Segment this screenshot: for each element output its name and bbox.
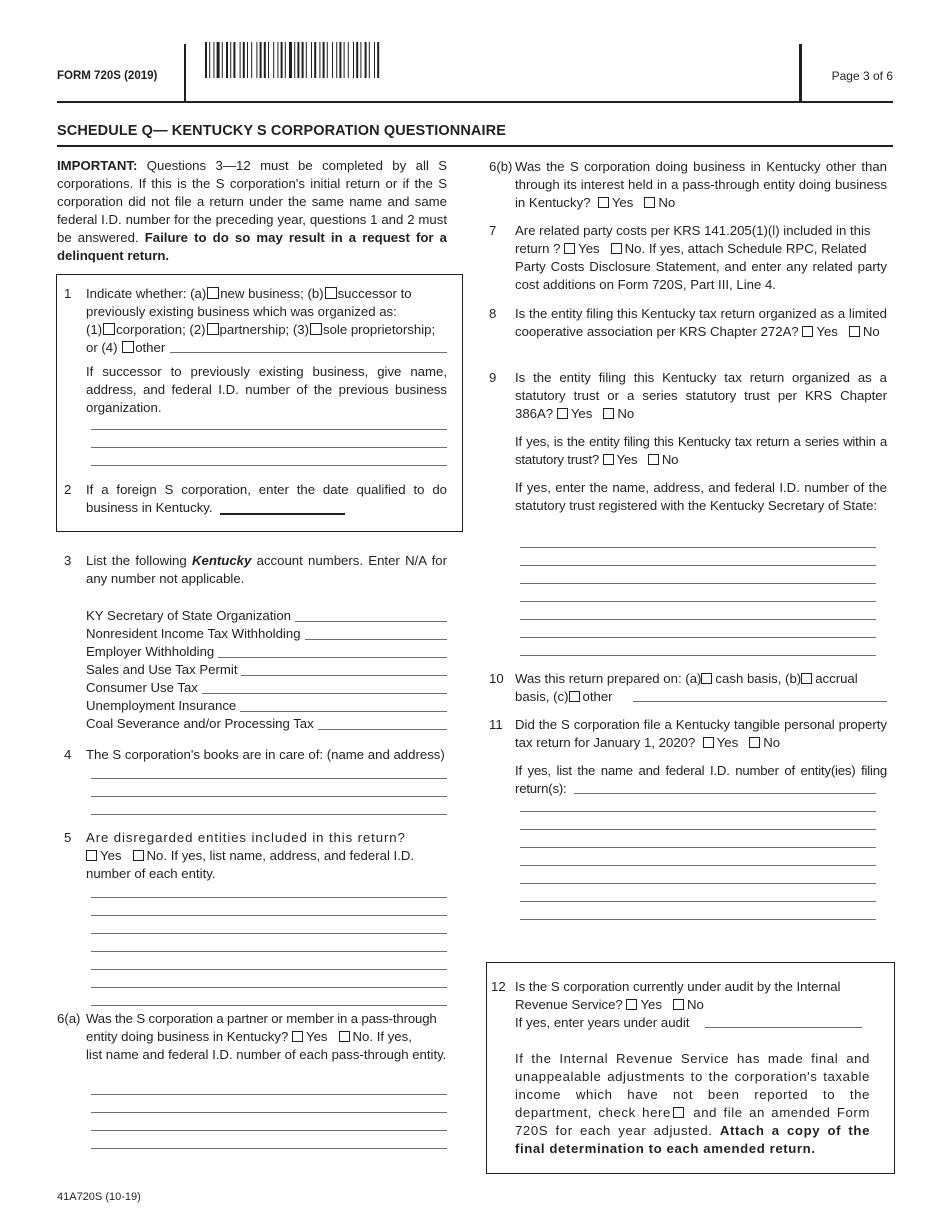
q1-line2: previously existing business which was organized as: — [86, 304, 397, 319]
q1-number: 1 — [64, 286, 72, 301]
q11-list-text: If yes, list the name and federal I.D. number of entity(ies) filing return(s): — [515, 763, 887, 796]
barcode-bar — [289, 42, 292, 78]
q12-yes-checkbox[interactable] — [626, 999, 637, 1010]
barcode-bar — [268, 42, 269, 78]
account-label: Consumer Use Tax — [86, 680, 198, 695]
q3-text: List the following Kentucky account numbers. Enter N/A for any number not applicable. — [86, 553, 447, 586]
q9-series-question: If yes, is the entity filing this Kentucky tax return a series within a statutory trust? Yes No — [515, 434, 887, 467]
q7-line1: Are related party costs per KRS 141.205(1)(l) included in this — [515, 223, 871, 238]
account-row — [86, 661, 447, 679]
account-label: Nonresident Income Tax Withholding — [86, 626, 301, 641]
accrual-basis-checkbox[interactable] — [801, 673, 812, 684]
q5-field-line[interactable] — [91, 1005, 447, 1006]
new-business-checkbox[interactable] — [207, 287, 219, 299]
q1-other-field[interactable] — [170, 352, 447, 353]
account-row — [86, 607, 447, 625]
q9-no-checkbox[interactable] — [603, 408, 614, 419]
barcode-bar — [336, 42, 337, 78]
account-label: Sales and Use Tax Permit — [86, 662, 238, 677]
q11-field-line[interactable] — [520, 829, 876, 830]
q3-number: 3 — [64, 553, 72, 568]
q6a-field-line[interactable] — [91, 1112, 447, 1113]
q5-yes-checkbox[interactable] — [86, 850, 97, 861]
q9-field-line[interactable] — [520, 637, 876, 638]
schedule-title: SCHEDULE Q— KENTUCKY S CORPORATION QUESTIONNAIRE — [57, 123, 506, 139]
barcode-bar — [233, 42, 235, 78]
barcode-bar — [294, 42, 295, 78]
q9-series-no-checkbox[interactable] — [648, 454, 659, 465]
page-number: Page 3 of 6 — [831, 69, 893, 83]
q8-no-checkbox[interactable] — [849, 326, 860, 337]
q4-field-line[interactable] — [91, 796, 447, 797]
barcode-bar — [306, 42, 307, 78]
q6b-text: Was the S corporation doing business in Kentucky other than through its interest held in a pass-through entity doing business in Kentucky? Yes No — [515, 159, 887, 210]
form-id: FORM 720S (2019) — [57, 70, 158, 82]
barcode-bar — [217, 42, 220, 78]
q11-field-line[interactable] — [520, 865, 876, 866]
account-label: Coal Severance and/or Processing Tax — [86, 716, 314, 731]
q7-yes-checkbox[interactable] — [564, 243, 575, 254]
q6b-no-checkbox[interactable] — [644, 197, 655, 208]
account-row — [86, 697, 447, 715]
barcode — [205, 42, 420, 78]
q6a-line1: Was the S corporation a partner or member in a pass-through — [86, 1011, 437, 1026]
barcode-bar — [205, 42, 207, 78]
cash-basis-checkbox[interactable] — [701, 673, 712, 684]
other-basis-checkbox[interactable] — [569, 691, 580, 702]
q8-number: 8 — [489, 306, 497, 321]
header-divider — [184, 44, 186, 102]
account-number-field[interactable] — [318, 729, 447, 730]
q5-line3: number of each entity. — [86, 866, 216, 881]
header-rule — [57, 101, 893, 103]
barcode-bar — [264, 42, 266, 78]
q9-field-line[interactable] — [520, 547, 876, 548]
q5-line2: Yes No. If yes, list name, address, and federal I.D. — [86, 847, 447, 865]
q10-other-field[interactable] — [633, 701, 887, 702]
q12-line2: Revenue Service? Yes No — [515, 997, 704, 1012]
q4-field-line[interactable] — [91, 814, 447, 815]
account-row — [86, 643, 447, 661]
q6a-line3: list name and federal I.D. number of each pass-through entity. — [86, 1047, 447, 1062]
q12-line1: Is the S corporation currently under audit by the Internal — [515, 979, 841, 994]
account-label: Employer Withholding — [86, 644, 215, 659]
q12-adjustments-text: If the Internal Revenue Service has made final and unappealable adjustments to the corporation's taxable income which have not been reported to the department, check here and file an amended Form 720S for each year adjusted. Attach a copy of the final determination to each amended return. — [515, 1051, 871, 1156]
q9-field-line[interactable] — [520, 601, 876, 602]
q6a-field-line[interactable] — [91, 1094, 447, 1095]
barcode-bar — [285, 42, 286, 78]
q12-number: 12 — [491, 979, 506, 994]
account-number-field[interactable] — [240, 711, 447, 712]
q10-number: 10 — [489, 671, 504, 686]
q1-line3: (1) corporation; (2) partnership; (3) sole proprietorship; — [86, 322, 436, 337]
q6a-yes-checkbox[interactable] — [292, 1031, 303, 1042]
q9-text: Is the entity filing this Kentucky tax return organized as a statutory trust or a series statutory trust per KRS Chapter 386A? Yes No — [515, 370, 887, 421]
account-number-field[interactable] — [202, 693, 447, 694]
q7-no-checkbox[interactable] — [611, 243, 622, 254]
q11-field-line[interactable] — [520, 919, 876, 920]
q5-field-line[interactable] — [91, 897, 447, 898]
barcode-bar — [247, 42, 248, 78]
account-number-field[interactable] — [305, 639, 447, 640]
q9-enter-text: If yes, enter the name, address, and federal I.D. number of the statutory trust registered with the Kentucky Secretary of State: — [515, 480, 887, 513]
important-note: IMPORTANT: Questions 3—12 must be completed by all S corporations. If this is the S corporation's initial return or if the S corporation did not file a return under the same name and same federal I.D. number for the preceding year, questions 1 and 2 must be answered. Failure to do so may result in a request for a delinquent return. — [57, 158, 447, 263]
q12-check-here-checkbox[interactable] — [673, 1107, 684, 1118]
partnership-checkbox[interactable] — [207, 323, 219, 335]
barcode-bar — [226, 42, 228, 78]
barcode-bar — [314, 42, 316, 78]
q6a-field-line[interactable] — [91, 1130, 447, 1131]
barcode-bar — [344, 42, 345, 78]
barcode-bar — [281, 42, 283, 78]
barcode-bar — [356, 42, 358, 78]
q8-yes-checkbox[interactable] — [802, 326, 813, 337]
q2-text: If a foreign S corporation, enter the date qualified to do business in Kentucky. — [86, 482, 447, 515]
q7-line2: return ? Yes No. If yes, attach Schedule RPC, Related — [515, 241, 867, 256]
barcode-bar — [323, 42, 325, 78]
q6a-number: 6(a) — [57, 1011, 81, 1026]
barcode-bar — [277, 42, 278, 78]
q9-field-line[interactable] — [520, 583, 876, 584]
sole-proprietorship-checkbox[interactable] — [310, 323, 322, 335]
q2-date-field[interactable] — [220, 513, 345, 515]
successor-checkbox[interactable] — [325, 287, 337, 299]
q11-field-line[interactable] — [520, 811, 876, 812]
q12-years-field[interactable] — [705, 1027, 862, 1028]
header-divider-right — [799, 44, 802, 102]
q11-yes-checkbox[interactable] — [703, 737, 714, 748]
q6a-field-line[interactable] — [91, 1148, 447, 1149]
q9-field-line[interactable] — [520, 619, 876, 620]
q9-number: 9 — [489, 370, 497, 385]
q10-line2: basis, (c) other — [515, 689, 613, 704]
q1-field-line[interactable] — [91, 465, 447, 466]
barcode-bar — [348, 42, 349, 78]
q9-yes-checkbox[interactable] — [557, 408, 568, 419]
q2-number: 2 — [64, 482, 72, 497]
barcode-bar — [302, 42, 304, 78]
q11-field-line[interactable] — [520, 847, 876, 848]
q11-text: Did the S corporation file a Kentucky tangible personal property tax return for January 1, 2020? Yes No — [515, 717, 887, 750]
account-row — [86, 715, 447, 733]
q9-field-line[interactable] — [520, 655, 876, 656]
barcode-bar — [327, 42, 328, 78]
q11-field-line[interactable] — [520, 901, 876, 902]
corporation-checkbox[interactable] — [103, 323, 115, 335]
q4-text: The S corporation's books are in care of: (name and address) — [86, 747, 445, 762]
barcode-bar — [374, 42, 375, 78]
q6a-no-checkbox[interactable] — [339, 1031, 350, 1042]
q5-field-line[interactable] — [91, 933, 447, 934]
q5-line1: Are disregarded entities included in this return? — [86, 830, 406, 845]
barcode-bar — [209, 42, 210, 78]
q7-rest: Party Costs Disclosure Statement, and enter any related party cost additions on Form 720S, Part III, Line 4. — [515, 259, 887, 292]
barcode-bar — [311, 42, 312, 78]
barcode-bar — [213, 42, 214, 78]
barcode-bar — [377, 42, 379, 78]
account-label: Unemployment Insurance — [86, 698, 237, 713]
barcode-bar — [339, 42, 341, 78]
account-row — [86, 679, 447, 697]
q9-field-line[interactable] — [520, 565, 876, 566]
q11-no-checkbox[interactable] — [749, 737, 760, 748]
q11-number: 11 — [489, 717, 503, 732]
barcode-bar — [365, 42, 367, 78]
q6a-line2: entity doing business in Kentucky? Yes No. If yes, — [86, 1029, 412, 1044]
q12-years-label: If yes, enter years under audit — [515, 1015, 690, 1030]
q9-series-yes-checkbox[interactable] — [603, 454, 614, 465]
account-number-field[interactable] — [241, 675, 447, 676]
q1-successor-text: If successor to previously existing business, give name, address, and federal I.D. number of the previous business organization. — [86, 364, 447, 415]
barcode-bar — [260, 42, 262, 78]
barcode-bar — [230, 42, 231, 78]
q8-text: Is the entity filing this Kentucky tax return organized as a limited cooperative association per KRS Chapter 272A? Yes No — [515, 306, 887, 339]
barcode-bar — [243, 42, 245, 78]
barcode-bar — [353, 42, 354, 78]
q5-field-line[interactable] — [91, 969, 447, 970]
barcode-bar — [256, 42, 257, 78]
barcode-bar — [240, 42, 241, 78]
q6b-number: 6(b) — [489, 159, 513, 174]
q1-line1: Indicate whether: (a) new business; (b) successor to — [86, 286, 412, 301]
q7-number: 7 — [489, 223, 497, 238]
q11-field-line[interactable] — [574, 793, 876, 794]
barcode-bar — [332, 42, 333, 78]
q1-field-line[interactable] — [91, 429, 447, 430]
q5-field-line[interactable] — [91, 915, 447, 916]
account-label: KY Secretary of State Organization — [86, 608, 292, 623]
barcode-bar — [273, 42, 274, 78]
barcode-bar — [319, 42, 320, 78]
q1-line4: or (4) other — [86, 340, 166, 355]
account-row — [86, 625, 447, 643]
q5-number: 5 — [64, 830, 72, 845]
q1-field-line[interactable] — [91, 447, 447, 448]
q12-no-checkbox[interactable] — [673, 999, 684, 1010]
q6b-yes-checkbox[interactable] — [598, 197, 609, 208]
q5-no-checkbox[interactable] — [133, 850, 144, 861]
q5-field-line[interactable] — [91, 951, 447, 952]
barcode-bar — [297, 42, 299, 78]
account-number-field[interactable] — [295, 621, 447, 622]
barcode-bar — [369, 42, 370, 78]
barcode-bar — [222, 42, 223, 78]
barcode-bar — [360, 42, 361, 78]
barcode-bar — [251, 42, 252, 78]
account-number-field[interactable] — [218, 657, 447, 658]
q11-field-line[interactable] — [520, 883, 876, 884]
title-rule — [57, 145, 893, 147]
q4-number: 4 — [64, 747, 72, 762]
form-revision: 41A720S (10-19) — [57, 1191, 141, 1203]
q4-field-line[interactable] — [91, 778, 447, 779]
q10-line1: Was this return prepared on: (a) cash basis, (b) accrual — [515, 671, 858, 686]
q5-field-line[interactable] — [91, 987, 447, 988]
other-checkbox[interactable] — [122, 341, 134, 353]
